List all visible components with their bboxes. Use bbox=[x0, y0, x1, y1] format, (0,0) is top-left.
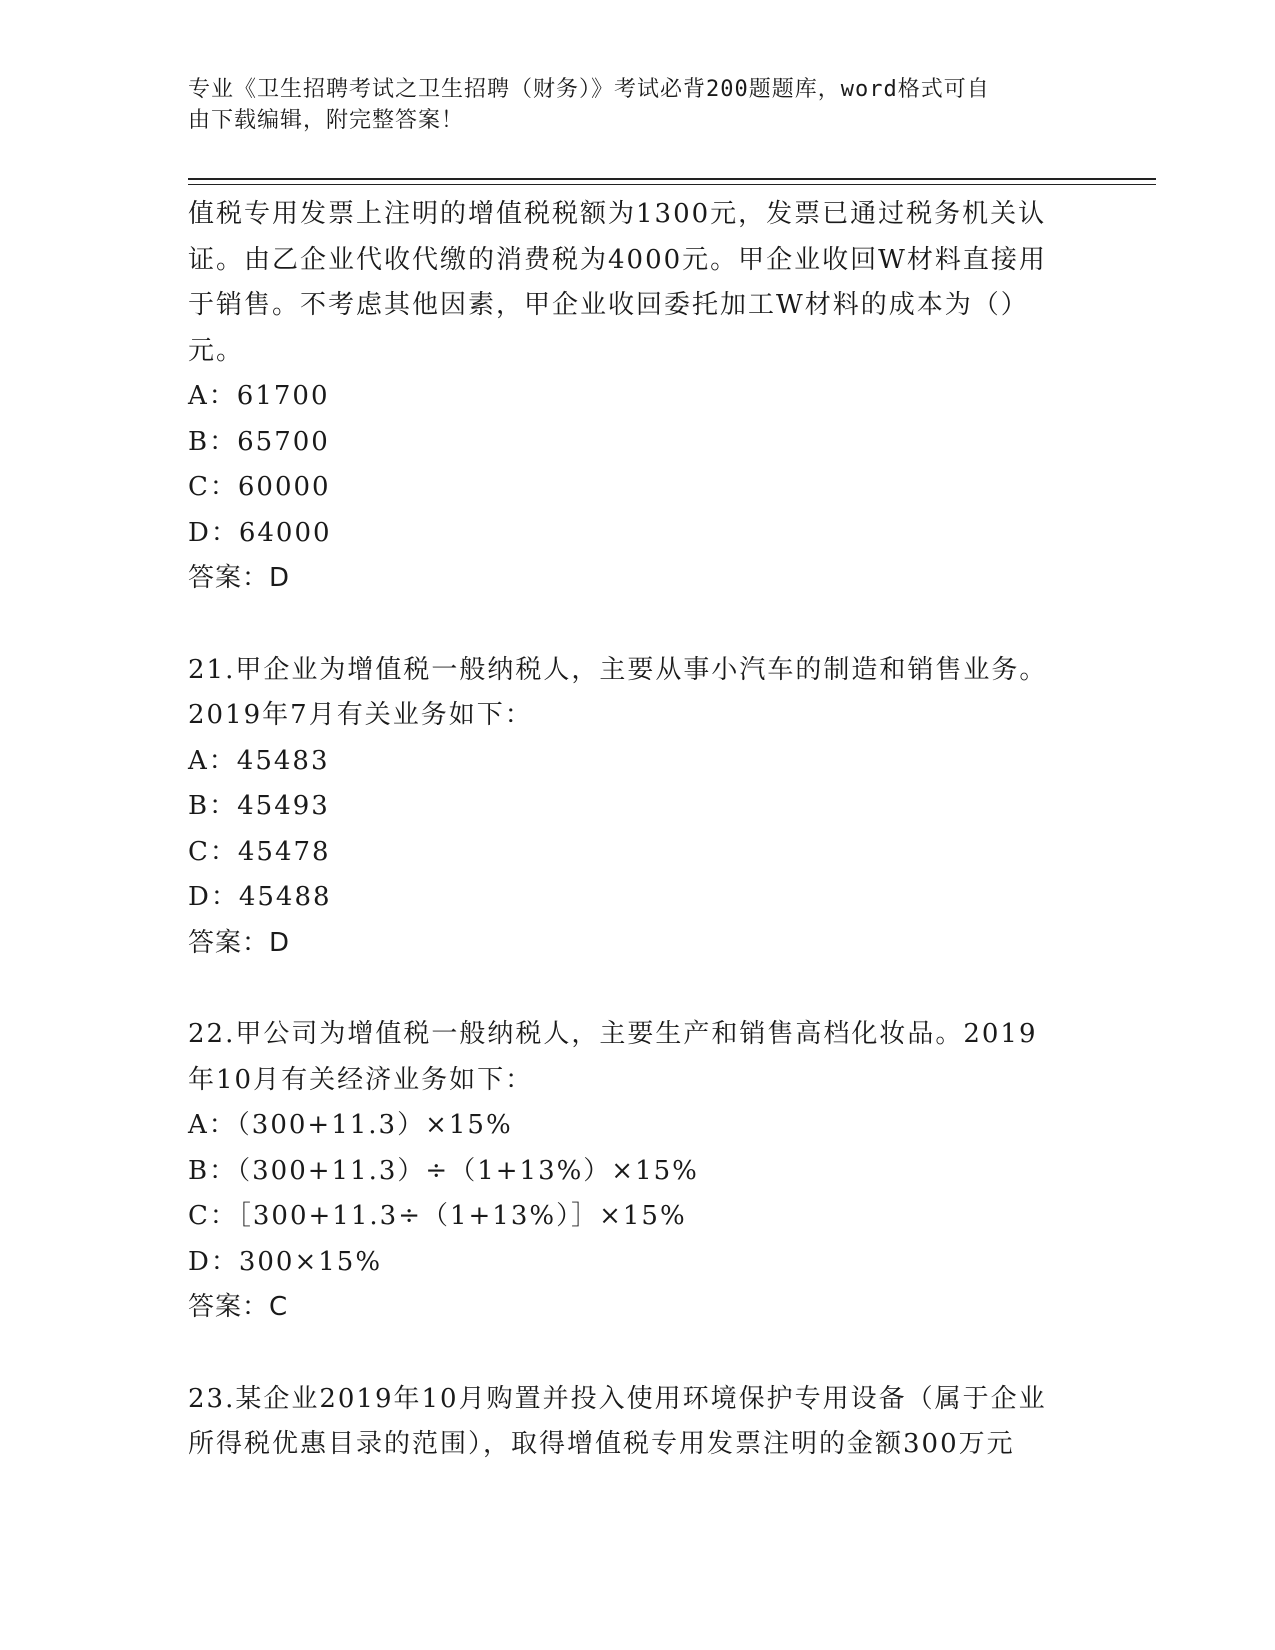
question-text-line: 年10月有关经济业务如下： bbox=[188, 1064, 534, 1095]
header-line-2: 由下载编辑，附完整答案！ bbox=[188, 108, 465, 133]
option-b: B：（300+11.3）÷（1+13%）×15% bbox=[188, 1155, 699, 1186]
document-body bbox=[188, 192, 1088, 1468]
question-23 bbox=[188, 1377, 1088, 1468]
option-a: A：45483 bbox=[188, 745, 330, 776]
question-spacer bbox=[188, 966, 1088, 1012]
question-spacer bbox=[188, 602, 1088, 648]
option-c: C：45478 bbox=[188, 836, 331, 867]
question-text-line: 22.甲公司为增值税一般纳税人，主要生产和销售高档化妆品。2019 bbox=[188, 1019, 1038, 1049]
question-text-line: 所得税优惠目录的范围），取得增值税专用发票注明的金额300万元 bbox=[188, 1429, 1015, 1459]
question-text-line: 元。 bbox=[188, 335, 245, 366]
option-d: D：300×15% bbox=[188, 1246, 383, 1277]
answer-line: 答案：D bbox=[188, 927, 291, 958]
option-d: D：45488 bbox=[188, 882, 332, 912]
header-rule-thick bbox=[188, 178, 1156, 180]
question-22 bbox=[188, 1012, 1088, 1331]
question-text-line: 21.甲企业为增值税一般纳税人，主要从事小汽车的制造和销售业务。 bbox=[188, 654, 1048, 685]
option-b: B：45493 bbox=[188, 791, 330, 821]
question-text-line: 证。由乙企业代收代缴的消费税为4000元。甲企业收回W材料直接用 bbox=[188, 244, 1047, 275]
answer-line: 答案：C bbox=[188, 1292, 289, 1322]
question-text-line: 23.某企业2019年10月购置并投入使用环境保护专用设备（属于企业 bbox=[188, 1383, 1047, 1414]
question-spacer bbox=[188, 1331, 1088, 1377]
question-21 bbox=[188, 648, 1088, 967]
question-20 bbox=[188, 192, 1088, 602]
option-a: A：（300+11.3）×15% bbox=[188, 1110, 513, 1140]
option-a: A：61700 bbox=[188, 381, 330, 411]
question-text-line: 于销售。不考虑其他因素，甲企业收回委托加工W材料的成本为（） bbox=[188, 290, 1029, 320]
option-b: B：65700 bbox=[188, 426, 330, 457]
question-text-line: 值税专用发票上注明的增值税税额为1300元，发票已通过税务机关认 bbox=[188, 199, 1047, 229]
option-c: C：［300+11.3÷（1+13%）］×15% bbox=[188, 1201, 687, 1231]
header-line-1: 专业《卫生招聘考试之卫生招聘（财务）》考试必背200题题库，word格式可自 bbox=[188, 77, 990, 102]
answer-line: 答案：D bbox=[188, 563, 291, 593]
document-header bbox=[188, 74, 1068, 136]
header-rule-thin bbox=[188, 184, 1156, 185]
option-d: D：64000 bbox=[188, 517, 332, 548]
option-c: C：60000 bbox=[188, 472, 331, 502]
question-text-line: 2019年7月有关业务如下： bbox=[188, 700, 533, 730]
